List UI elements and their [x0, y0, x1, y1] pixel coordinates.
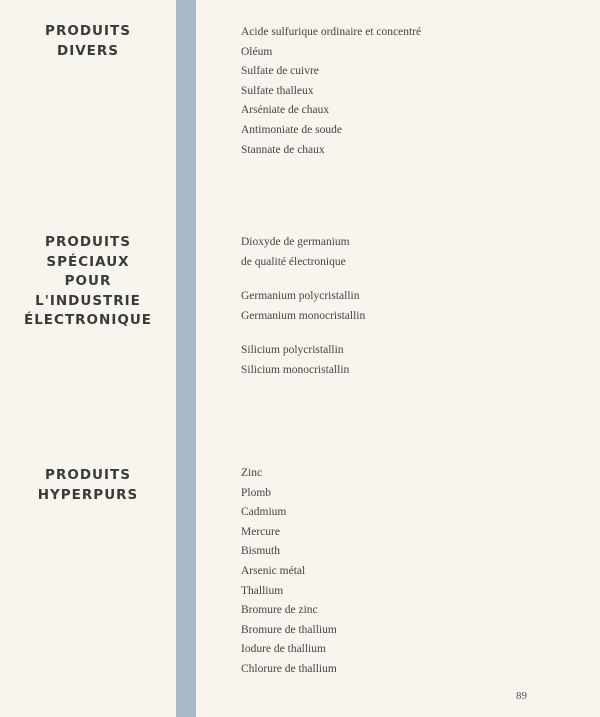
- heading-line: ÉLECTRONIQUE: [23, 312, 152, 328]
- section-heading-produits-divers: [10, 22, 166, 61]
- list-item: Thallium: [241, 584, 284, 597]
- list-item: Iodure de thallium: [241, 643, 326, 656]
- list-item: Cadmium: [241, 506, 287, 519]
- list-item: Chlorure de thallium: [241, 662, 337, 675]
- list-item: Sulfate de cuivre: [241, 65, 319, 78]
- list-item: Oléum: [241, 45, 273, 58]
- list-item: Bromure de zinc: [241, 604, 318, 617]
- list-item: Plomb: [241, 486, 272, 499]
- product-list-electronique: [241, 233, 365, 381]
- heading-line: L'INDUSTRIE: [35, 292, 141, 309]
- list-item: Silicium polycristallin: [241, 344, 344, 357]
- page-number: 89: [516, 690, 527, 702]
- heading-line: HYPERPURS: [37, 486, 139, 503]
- list-item: Stannate de chaux: [241, 143, 325, 156]
- list-item: Arsenic métal: [241, 564, 306, 577]
- heading-line: POUR: [64, 273, 112, 289]
- list-item: Mercure: [241, 525, 280, 538]
- list-item: Bromure de thallium: [241, 623, 337, 636]
- product-list-divers: [241, 23, 421, 160]
- list-item: Antimoniate de soude: [241, 123, 342, 136]
- list-item: Bismuth: [241, 545, 280, 558]
- list-item: Sulfate thalleux: [241, 84, 314, 97]
- heading-line: PRODUITS: [45, 234, 131, 250]
- list-item: Acide sulfurique ordinaire et concentré: [241, 26, 422, 38]
- list-item: Dioxyde de germanium: [241, 236, 350, 248]
- heading-line: PRODUITS: [45, 23, 131, 39]
- list-item: de qualité électronique: [241, 255, 346, 268]
- list-item: Silicium monocristallin: [241, 363, 350, 376]
- heading-line: PRODUITS: [45, 467, 131, 483]
- vertical-divider-stripe: [176, 0, 196, 717]
- section-heading-produits-speciaux: [10, 233, 166, 331]
- heading-line: DIVERS: [56, 42, 120, 59]
- list-item: Zinc: [241, 467, 263, 479]
- list-item: Germanium monocristallin: [241, 309, 366, 322]
- product-list-hyperpurs: [241, 464, 337, 680]
- heading-line: SPÉCIAUX: [46, 253, 130, 270]
- list-item: Germanium polycristallin: [241, 290, 360, 303]
- list-item: Arséniate de chaux: [241, 104, 330, 117]
- section-heading-produits-hyperpurs: [10, 466, 166, 505]
